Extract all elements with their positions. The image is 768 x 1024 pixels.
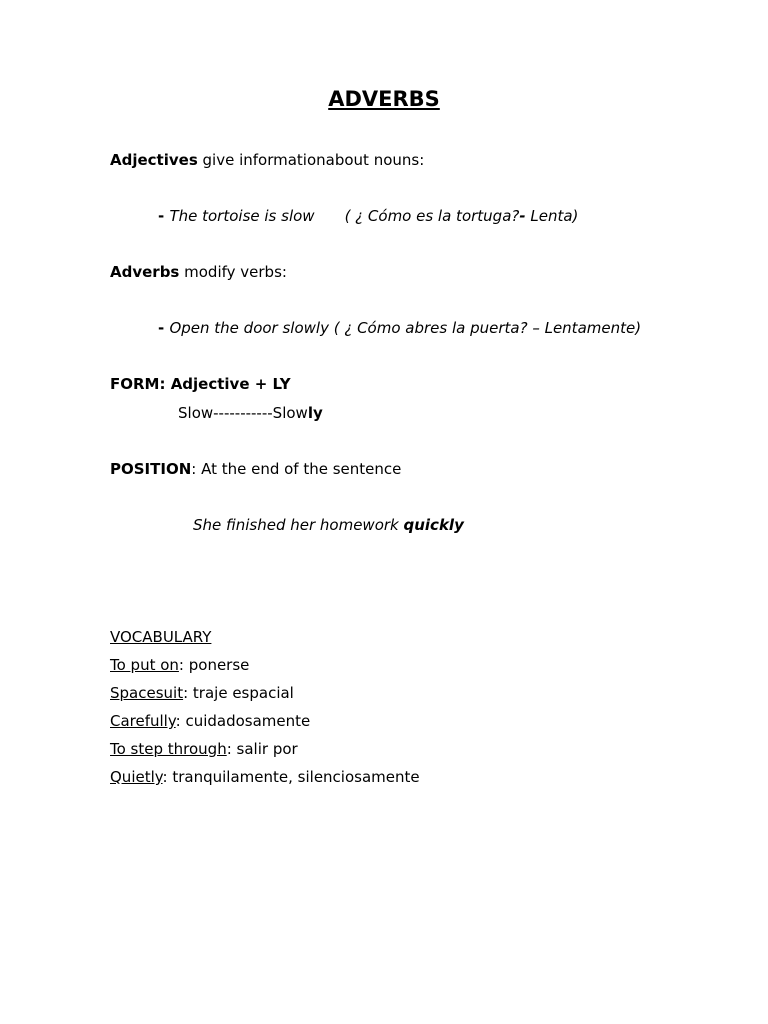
vocabulary-term: Quietly (110, 768, 163, 786)
form-heading: FORM: Adjective + LY (110, 375, 291, 393)
form-example-base: Slow-----------Slow (178, 404, 308, 422)
vocabulary-item (110, 712, 310, 730)
adjectives-description: give informationabout nouns: (197, 151, 425, 169)
form-example (178, 404, 323, 422)
vocabulary-term: To put on (110, 656, 179, 674)
adjectives-example-dash: - (158, 207, 170, 225)
position-definition (110, 460, 401, 478)
position-description: : At the end of the sentence (191, 460, 402, 478)
vocabulary-meaning: : tranquilamente, silenciosamente (162, 768, 420, 786)
adverbs-definition (110, 263, 287, 281)
adverbs-description: modify verbs: (179, 263, 287, 281)
adverbs-example-dash: - (158, 319, 170, 337)
vocabulary-meaning: : traje espacial (183, 684, 294, 702)
vocabulary-term: To step through (110, 740, 227, 758)
adjectives-definition (110, 151, 424, 169)
vocabulary-term: Spacesuit (110, 684, 184, 702)
vocabulary-meaning: : salir por (226, 740, 298, 758)
position-example (193, 516, 464, 534)
adverbs-example (158, 319, 641, 337)
position-example-bold: quickly (403, 516, 464, 534)
adjectives-example-spanish-dash: - (519, 207, 526, 225)
adverbs-term: Adverbs (110, 263, 180, 281)
vocabulary-meaning: : ponerse (178, 656, 250, 674)
vocabulary-item (110, 684, 294, 702)
vocabulary-item (110, 740, 298, 758)
position-term: POSITION (110, 460, 192, 478)
vocabulary-meaning: : cuidadosamente (175, 712, 311, 730)
vocabulary-item (110, 768, 420, 786)
position-example-text: She finished her homework (193, 516, 404, 534)
page-title: ADVERBS (328, 87, 440, 111)
adjectives-example-spanish-answer: Lenta) (525, 207, 579, 225)
adjectives-example (158, 207, 578, 225)
adjectives-example-spanish: ( ¿ Cómo es la tortuga? (344, 207, 520, 225)
adjectives-term: Adjectives (110, 151, 198, 169)
vocabulary-term: Carefully (110, 712, 176, 730)
adverbs-example-text: Open the door slowly ( ¿ Cómo abres la puerta? – Lentamente) (169, 319, 642, 337)
adjectives-example-english: The tortoise is slow (169, 207, 315, 225)
vocabulary-heading: VOCABULARY (110, 628, 212, 646)
vocabulary-item (110, 656, 249, 674)
form-example-suffix: ly (307, 404, 323, 422)
